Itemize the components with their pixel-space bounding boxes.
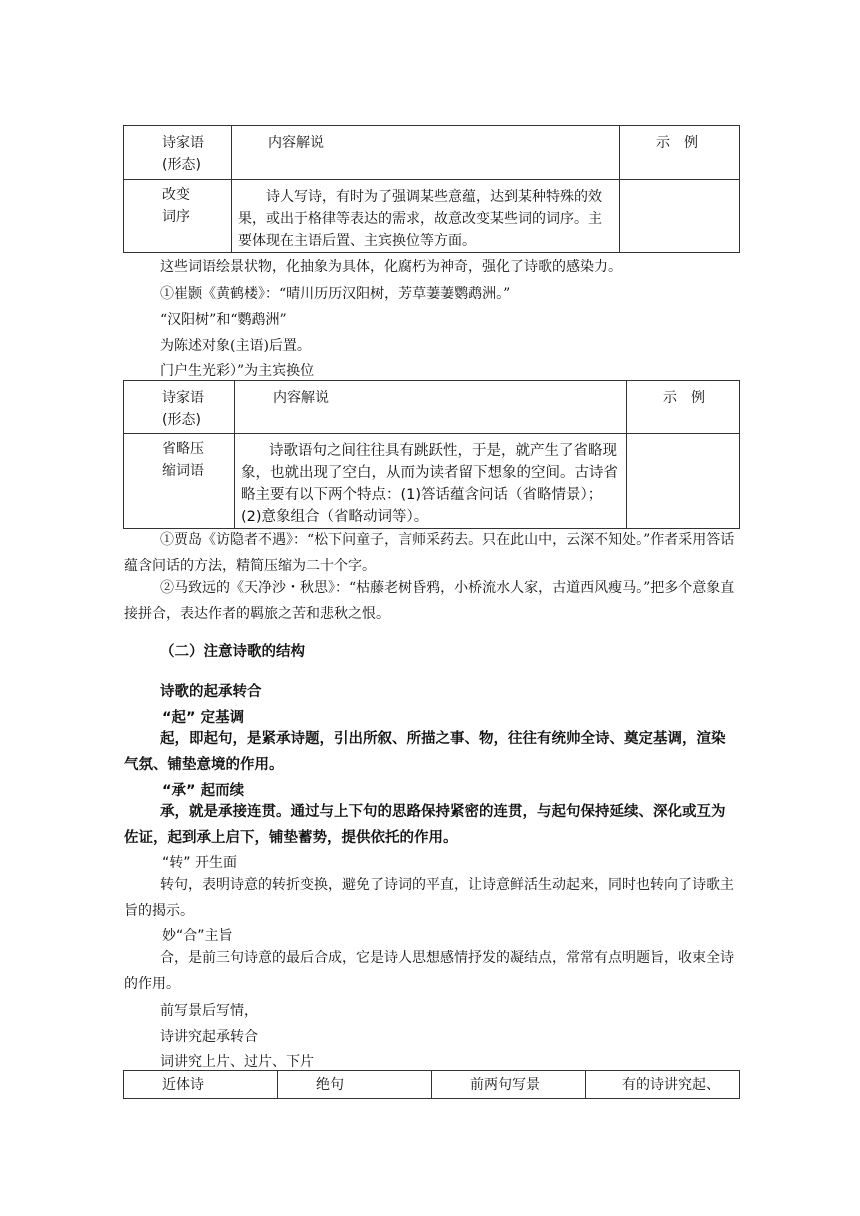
row-cell-form — [124, 180, 232, 253]
header-cell-form — [124, 126, 232, 180]
row-cell-content: 诗歌语句之间往往具有跳跃性，于是，就产生了省略现象，也就出现了空白，从而为读者留下想象的空间。古诗省略主要有以下两个特点：(1)答话蕴含问话（省略情景）；(2)意象组合（省略动词等）。 — [235, 434, 627, 529]
table-cell: 有的诗讲究起、 — [586, 1071, 740, 1099]
text-line: 门户生光彩）”为主宾换位 — [160, 363, 315, 379]
cheng-paragraph: 承，就是承接连贯。通过与上下句的思路保持紧密的连贯，与起句保持延续、深化或互为佐证，起到承上启下，铺垫蓄势，提供依托的作用。 — [124, 804, 726, 846]
he-title: 妙“合”主旨 — [162, 928, 233, 944]
row-cell-example — [620, 180, 740, 253]
cheng-title: “承” 起而续 — [162, 783, 245, 799]
header-label-form-sub: (形态) — [162, 412, 201, 428]
text-line: ①崔颢《黄鹤楼》：“晴川历历汉阳树，芳草萋萋鹦鹉洲。” — [160, 286, 511, 302]
table-header-row — [124, 381, 740, 434]
text-line: 这些词语绘景状物，化抽象为具体，化腐朽为神奇，强化了诗歌的感染力。 — [160, 259, 622, 275]
header-label-form-sub: (形态) — [162, 157, 201, 173]
text-line: “汉阳树”和“鹦鹉洲” — [160, 312, 287, 328]
sub-title: 诗歌的起承转合 — [160, 684, 262, 700]
text-line: 词讲究上片、过片、下片 — [160, 1054, 314, 1070]
header-cell-content: 内容解说 — [232, 126, 620, 180]
header-label-form: 诗家语 — [162, 390, 204, 406]
table-row — [124, 1071, 740, 1099]
row-label-form-sub: 缩词语 — [162, 463, 204, 479]
header-cell-example: 示 例 — [627, 381, 740, 434]
example-paragraph: ②马致远的《天净沙・秋思》：“枯藤老树昏鸦，小桥流水人家，古道西风瘦马。”把多个意象直接拼合，表达作者的羁旅之苦和悲秋之恨。 — [124, 580, 735, 622]
zhuan-paragraph: 转句，表明诗意的转折变换，避免了诗词的平直，让诗意鲜活生动起来，同时也转向了诗歌主旨的揭示。 — [124, 877, 734, 919]
table-cell: 近体诗 — [124, 1071, 278, 1099]
zhuan-title: “转” 开生面 — [162, 855, 237, 871]
qi-title: “起” 定基调 — [162, 710, 245, 726]
table-cell: 绝句 — [278, 1071, 432, 1099]
header-label-form: 诗家语 — [162, 135, 204, 151]
example-paragraph: ①贾岛《访隐者不遇》：“松下问童子，言师采药去。只在此山中，云深不知处。”作者采用答话蕴含问话的方法，精简压缩为二十个字。 — [124, 532, 735, 574]
row-label-form: 改变 — [162, 187, 190, 203]
table-row — [124, 434, 740, 529]
table-row — [124, 180, 740, 253]
row-label-form-sub: 词序 — [162, 209, 190, 225]
he-paragraph: 合，是前三句诗意的最后合成，它是诗人思想感情抒发的凝结点，常常有点明题旨，收束全诗的作用。 — [124, 950, 734, 992]
table-omission — [123, 380, 740, 529]
row-cell-example — [627, 434, 740, 529]
text-line: 前写景后写情， — [160, 1003, 258, 1019]
text-line: 为陈述对象(主语)后置。 — [160, 338, 311, 354]
table-poem-types — [123, 1070, 740, 1099]
header-cell-form — [124, 381, 235, 434]
text-line: 诗讲究起承转合 — [160, 1029, 258, 1045]
section-title: （二）注意诗歌的结构 — [160, 644, 305, 660]
row-label-form: 省略压 — [162, 441, 204, 457]
row-cell-content: 诗人写诗，有时为了强调某些意蕴，达到某种特殊的效果，或出于格律等表达的需求，故意改变某些词的词序。主要体现在主语后置、主宾换位等方面。 — [232, 180, 620, 253]
table-word-order — [123, 125, 740, 253]
table-header-row — [124, 126, 740, 180]
qi-paragraph: 起，即起句，是紧承诗题，引出所叙、所描之事、物，往往有统帅全诗、奠定基调，渲染气氛、铺垫意境的作用。 — [124, 731, 726, 773]
header-cell-example: 示 例 — [620, 126, 740, 180]
row-cell-form — [124, 434, 235, 529]
header-cell-content: 内容解说 — [235, 381, 627, 434]
table-cell: 前两句写景 — [432, 1071, 586, 1099]
